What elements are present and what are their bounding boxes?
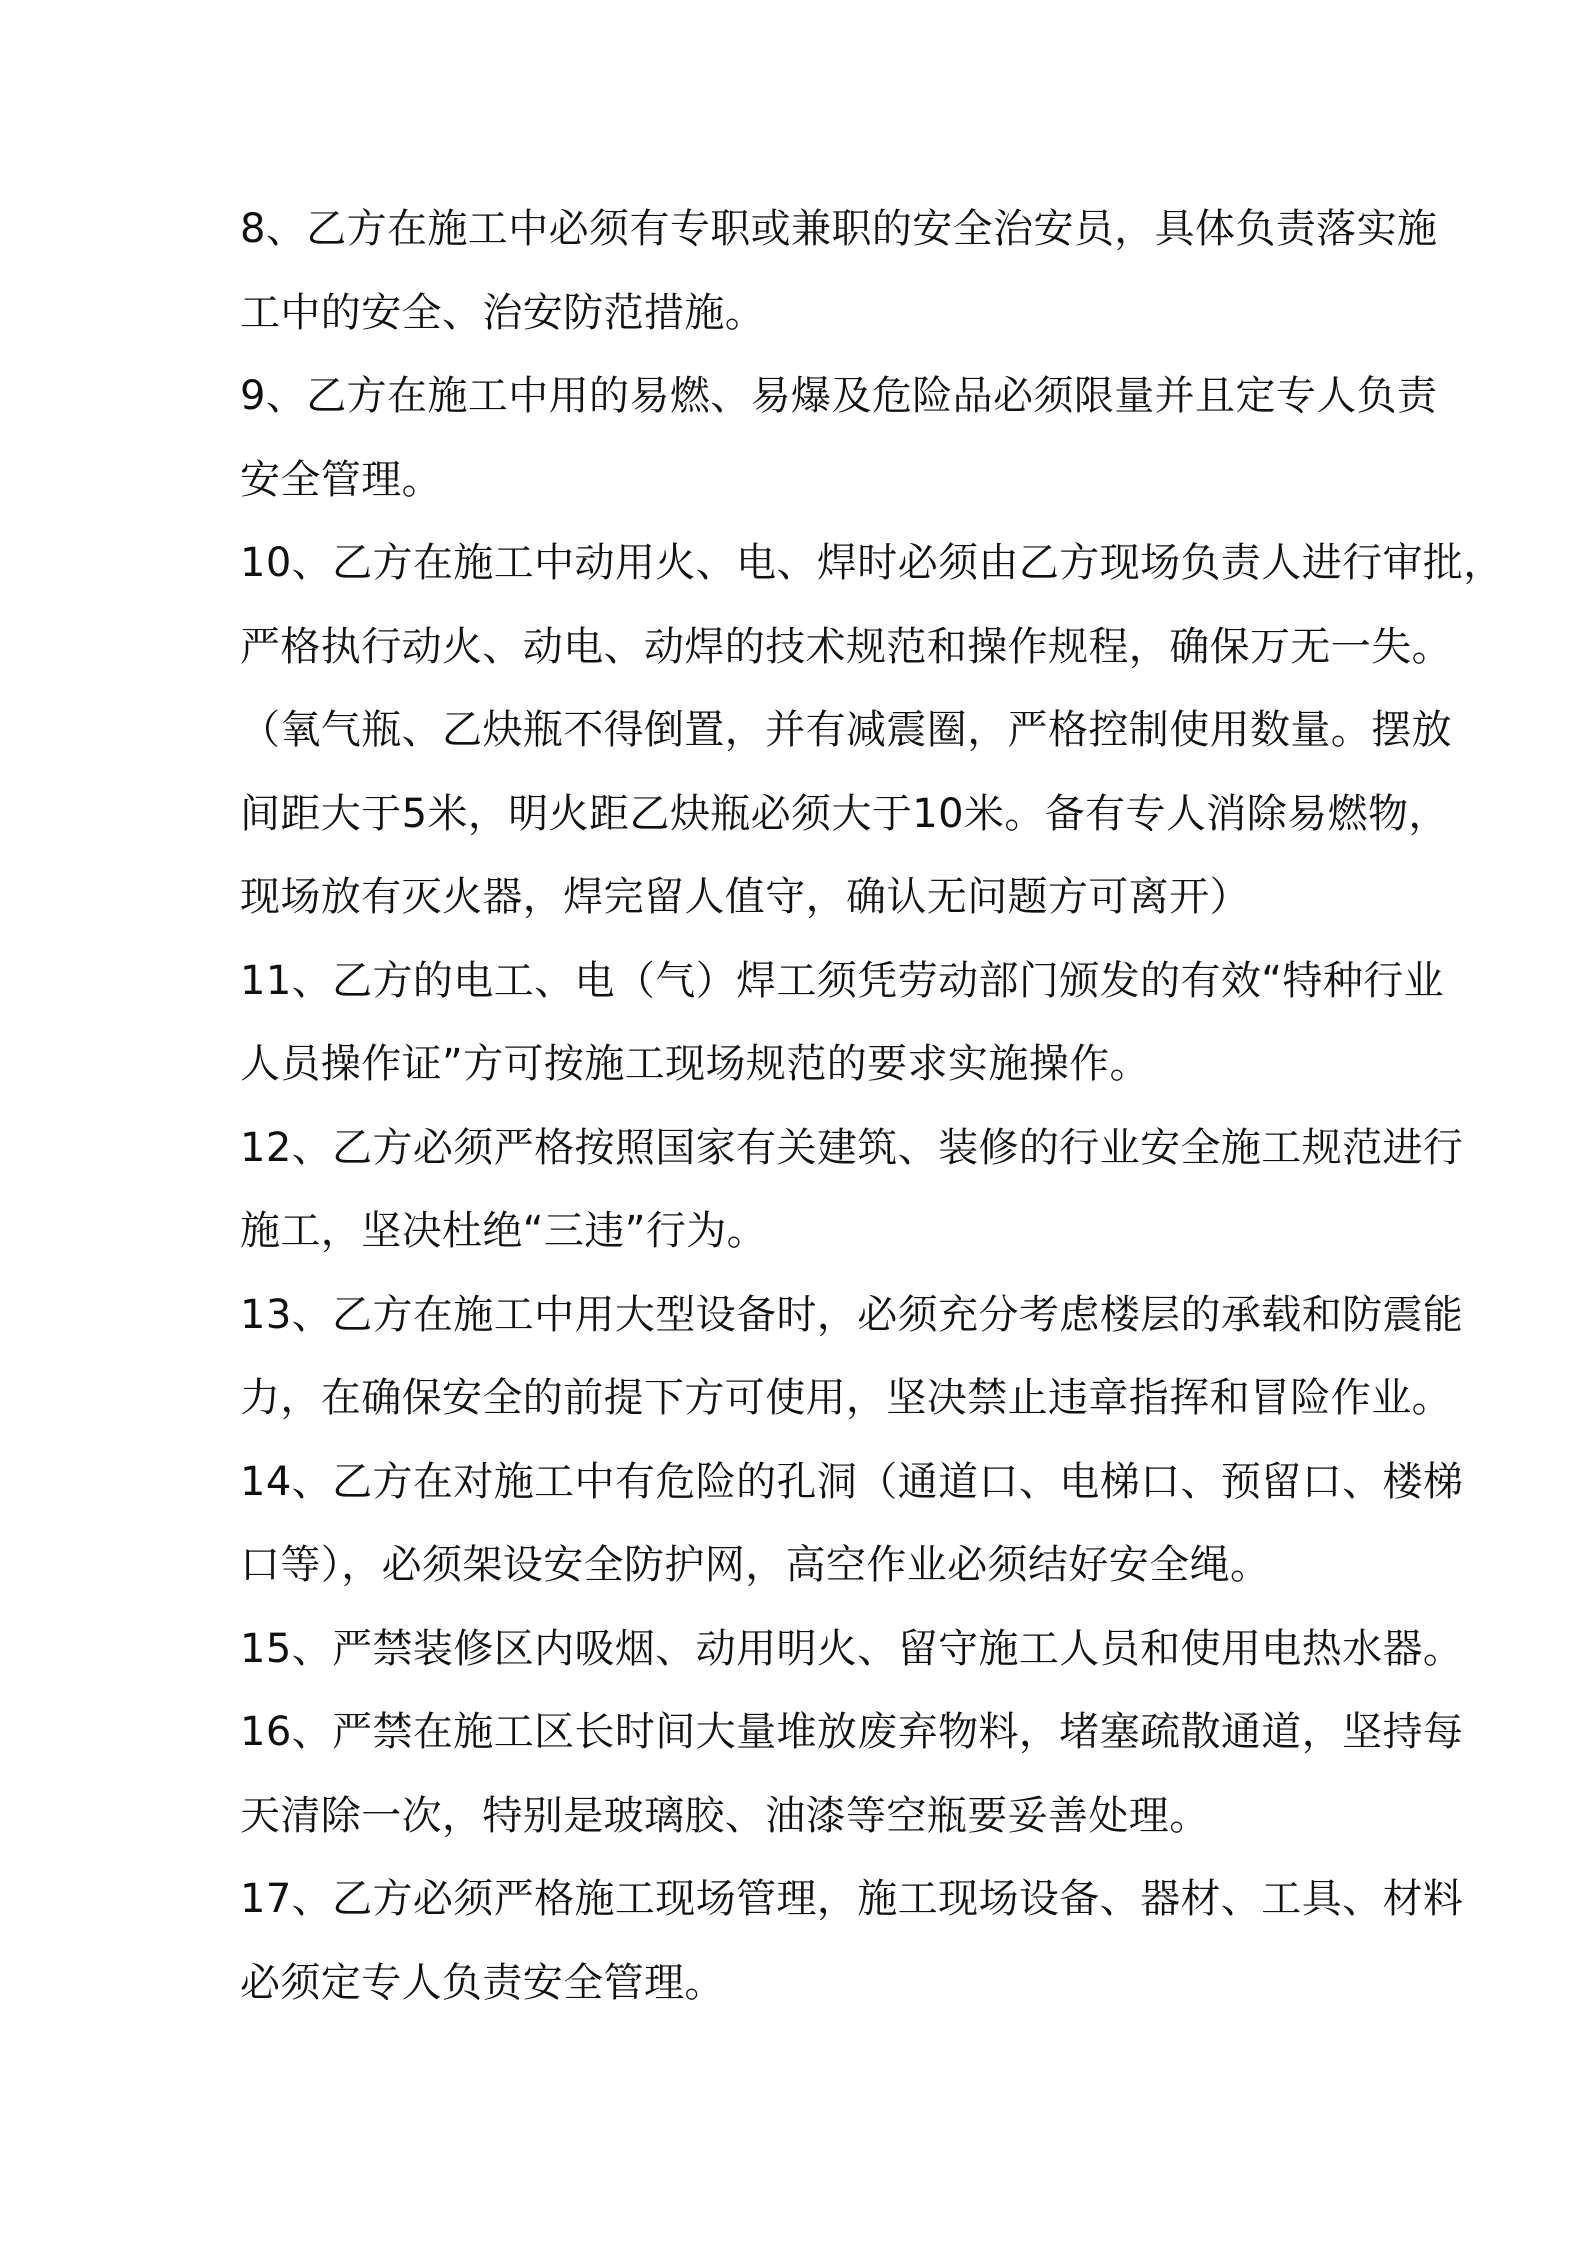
text-line: 必须定专人负责安全管理。 xyxy=(240,1959,725,2006)
text-line: 天清除一次，特别是玻璃胶、油漆等空瓶要妥善处理。 xyxy=(240,1792,1210,1839)
text-line: 14、乙方在对施工中有危险的孔洞（通道口、电梯口、预留口、楼梯 xyxy=(240,1458,1464,1505)
text-line: 17、乙方必须严格施工现场管理，施工现场设备、器材、工具、材料 xyxy=(240,1876,1464,1922)
text-line: 安全管理。 xyxy=(240,456,442,503)
text-line: （氧气瓶、乙炔瓶不得倒置，并有减震圈，严格控制使用数量。摆放 xyxy=(240,707,1452,753)
document-body xyxy=(240,188,1504,2025)
text-line: 间距大于5米，明火距乙炔瓶必须大于10米。备有专人消除易燃物， xyxy=(240,790,1449,837)
text-line: 9、乙方在施工中用的易燃、易爆及危险品必须限量并且定专人负责 xyxy=(240,373,1438,419)
text-line: 工中的安全、治安防范措施。 xyxy=(240,289,766,336)
text-line: 施工，坚决杜绝“三违”行为。 xyxy=(240,1208,768,1254)
text-line: 力，在确保安全的前提下方可使用，坚决禁止违章指挥和冒险作业。 xyxy=(240,1375,1452,1421)
text-line: 严格执行动火、动电、动焊的技术规范和操作规程，确保万无一失。 xyxy=(240,623,1452,670)
text-line: 13、乙方在施工中用大型设备时，必须充分考虑楼层的承载和防震能 xyxy=(240,1291,1464,1338)
text-line: 10、乙方在施工中动用火、电、焊时必须由乙方现场负责人进行审批， xyxy=(240,540,1504,586)
text-line: 人员操作证”方可按施工现场规范的要求实施操作。 xyxy=(240,1041,1150,1087)
text-line: 12、乙方必须严格按照国家有关建筑、装修的行业安全施工规范进行 xyxy=(240,1124,1464,1171)
text-line: 16、严禁在施工区长时间大量堆放废弃物料，堵塞疏散通道，坚持每 xyxy=(240,1709,1464,1755)
text-line: 现场放有灭火器，焊完留人值守，确认无问题方可离开） xyxy=(240,874,1250,920)
text-line: 口等），必须架设安全防护网，高空作业必须结好安全绳。 xyxy=(240,1542,1271,1588)
text-line: 15、严禁装修区内吸烟、动用明火、留守施工人员和使用电热水器。 xyxy=(240,1625,1464,1672)
text-line: 8、乙方在施工中必须有专职或兼职的安全治安员，具体负责落实施 xyxy=(240,206,1438,252)
text-line: 11、乙方的电工、电（气）焊工须凭劳动部门颁发的有效“特种行业 xyxy=(240,957,1445,1004)
